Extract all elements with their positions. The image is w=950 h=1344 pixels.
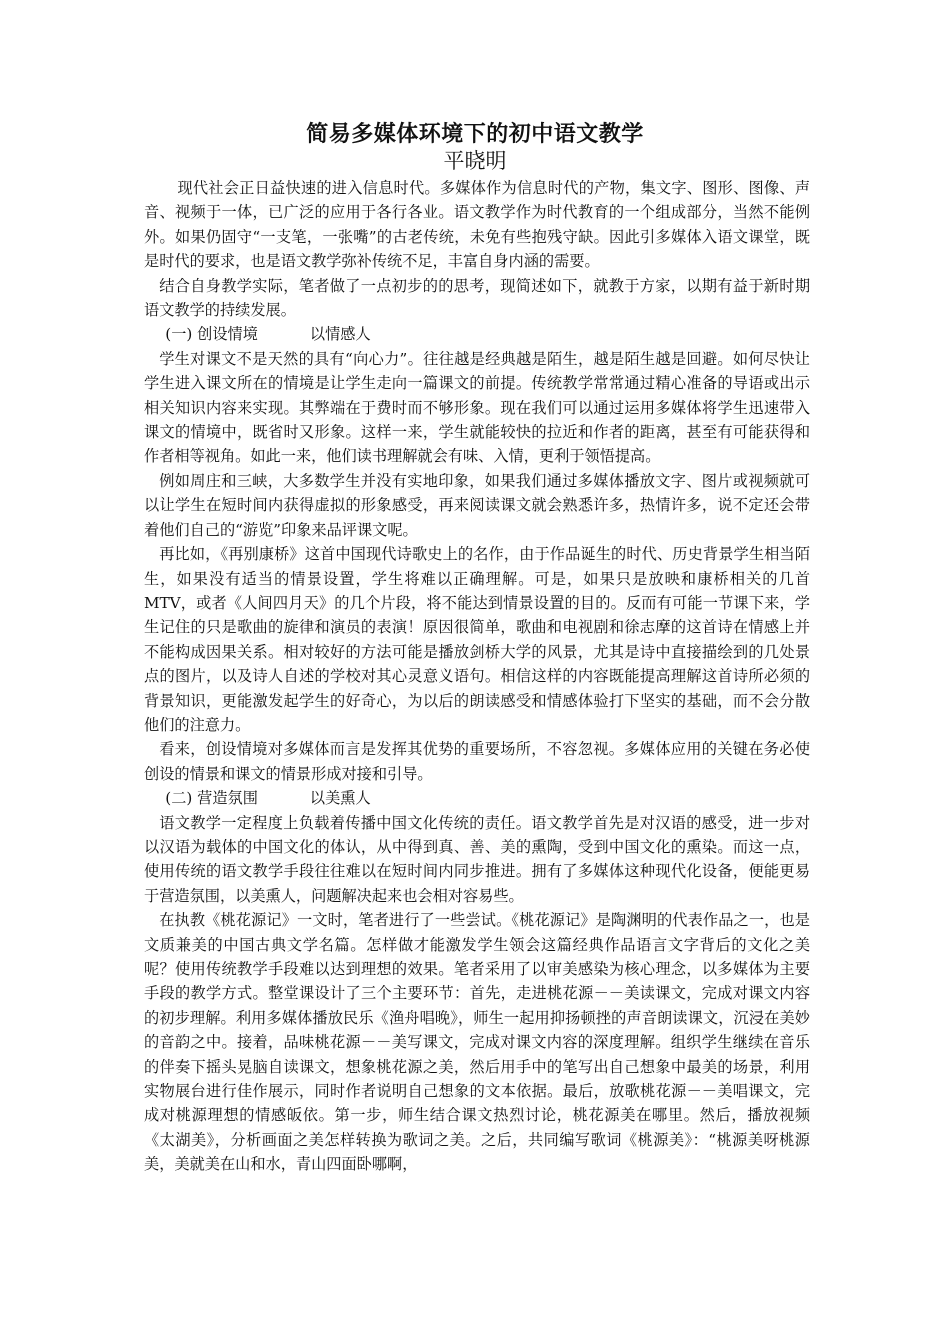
document-author: 平晓明 — [443, 149, 507, 173]
section-number-1: (一) 创设情境 — [165, 325, 258, 344]
document-body — [144, 176, 810, 1177]
document-title: 简易多媒体环境下的初中语文教学 — [306, 122, 644, 147]
section-title-1: 以情感人 — [309, 325, 371, 344]
paragraph-s1-4: 看来，创设情境对多媒体而言是发挥其优势的重要场所，不容忽视。多媒体应用的关键在务必使创设的情景和课文的情景形成对接和引导。 — [144, 740, 810, 783]
paragraph-s1-3: 再比如，《再别康桥》这首中国现代诗歌史上的名作，由于作品诞生的时代、历史背景学生相当陌生，如果没有适当的情景设置，学生将难以正确理解。可是，如果只是放映和康桥相关的几首MTV，或者《人间四月天》的几个片段，将不能达到情景设置的目的。反而有可能一节课下来，学生记住的只是歌曲的旋律和演员的表演！原因很简单，歌曲和电视剧和徐志摩的这首诗在情感上并不能构成因果关系。相对较好的方法可能是播放剑桥大学的风景，尤其是诗中直接描绘到的几处景点的图片，以及诗人自述的学校对其心灵意义语句。相信这样的内容既能提高理解这首诗所必须的背景知识，更能激发起学生的好奇心，为以后的朗读感受和情感体验打下坚实的基础，而不会分散他们的注意力。 — [144, 545, 810, 734]
paragraph-intro-2: 结合自身教学实际，笔者做了一点初步的的思考，现简述如下，就教于方家，以期有益于新时期语文教学的持续发展。 — [144, 276, 810, 320]
section-number-2: (二) 营造氛围 — [165, 789, 258, 808]
section-heading-2 — [144, 786, 810, 810]
paragraph-intro-1: 现代社会正日益快速的进入信息时代。多媒体作为信息时代的产物，集文字、图形、图像、声音、视频于一体，已广泛的应用于各行各业。语文教学作为时代教育的一个组成部分，当然不能例外。如果仍固守“一支笔，一张嘴”的古老传统，未免有些抱残守缺。因此引多媒体入语文课堂，既是时代的要求，也是语文教学弥补传统不足，丰富自身内涵的需要。 — [144, 179, 810, 271]
section-title-2: 以美熏人 — [309, 789, 371, 808]
paragraph-s2-1: 语文教学一定程度上负载着传播中国文化传统的责任。语文教学首先是对汉语的感受，进一步对以汉语为载体的中国文化的体认，从中得到真、善、美的熏陶，受到中国文化的熏染。而这一点，使用传统的语文教学手段往往难以在短时间内同步推进。拥有了多媒体这种现代化设备，便能更易于营造氛围，以美熏人，问题解决起来也会相对容易些。 — [144, 813, 810, 905]
paragraph-s2-2: 在执教《桃花源记》一文时，笔者进行了一些尝试。《桃花源记》是陶渊明的代表作品之一，也是文质兼美的中国古典文学名篇。怎样做才能激发学生领会这篇经典作品语言文字背后的文化之美呢？使用传统教学手段难以达到理想的效果。笔者采用了以审美感染为核心理念，以多媒体为主要手段的教学方式。整堂课设计了三个主要环节：首先，走进桃花源－－美读课文，完成对课文内容的初步理解。利用多媒体播放民乐《渔舟唱晚》，师生一起用抑扬顿挫的声音朗读课文，沉浸在美妙的音韵之中。接着，品味桃花源－－美写课文，完成对课文内容的深度理解。组织学生继续在音乐的伴奏下摇头晃脑自读课文，想象桃花源之美，然后用手中的笔写出自己想象中最美的场景，利用实物展台进行佳作展示，同时作者说明自己想象的文本依据。最后，放歌桃花源－－美唱课文，完成对桃源理想的情感皈依。第一步，师生结合课文热烈讨论，桃花源美在哪里。然后，播放视频《太湖美》，分析画面之美怎样转换为歌词之美。之后，共同编写歌词《桃源美》：“桃源美呀桃源美，美就美在山和水，青山四面卧哪啊， — [144, 911, 810, 1174]
paragraph-s1-1: 学生对课文不是天然的具有“向心力”。往往越是经典越是陌生，越是陌生越是回避。如何尽快让学生进入课文所在的情境是让学生走向一篇课文的前提。传统教学常常通过精心准备的导语或出示相关知识内容来实现。其弊端在于费时而不够形象。现在我们可以通过运用多媒体将学生迅速带入课文的情境中，既省时又形象。这样一来，学生就能较快的拉近和作者的距离，甚至有可能获得和作者相等视角。如此一来，他们读书理解就会有味、入情，更利于领悟提高。 — [144, 349, 810, 466]
section-heading-1 — [144, 322, 810, 346]
paragraph-s1-2: 例如周庄和三峡，大多数学生并没有实地印象，如果我们通过多媒体播放文字、图片或视频就可以让学生在短时间内获得虚拟的形象感受，再来阅读课文就会熟悉许多，热情许多，说不定还会带着他们自己的“游览”印象来品评课文呢。 — [144, 471, 810, 539]
